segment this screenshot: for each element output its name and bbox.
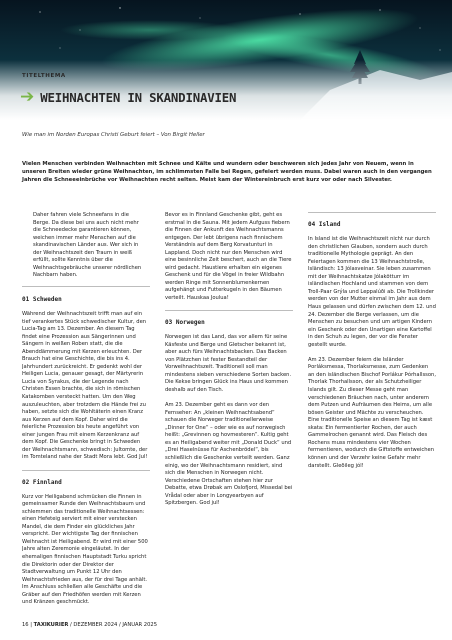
heading-iceland: 04 Island xyxy=(308,221,341,228)
iceland-paragraph-1: In Island ist die Weihnachtszeit nicht nur durch den christlichen Glauben, sondern auch durch traditionelle Mythologie geprägt. An den Feiertagen kommen die 13 Weihnachtstrolle, Isländisch: 13 Jólasveinar. Sie leben zusammen mit der Weihnachtskatze Jólakötturr im isländischen Hochland und stammen von dem Troll-Paar Grýla und Leppalúði ab. Die Trollkinder werden von der Mutter einmal im Jahr aus dem Haus gelassen und dürfen zwischen dem 12. und 24. Dezember die Berge verlassen, um die Menschen zu besuchen und um artigen Kindern ein Geschenk oder den Unartigen eine Kartoffel in den Schuh zu legen, der vor die Fenster gestellt wurde. xyxy=(308,236,436,348)
heading-norway: 03 Norwegen xyxy=(165,319,205,327)
finland-paragraph-2: Bevor es in Finnland Geschenke gibt, geht es erstmal in die Sauna. Mit jedem Aufguss fiebern die Finnen der Ankunft des Weihnachtsmanns entgegen. Der lebt übrigens nach finnischem Verständnis auf dem Berg Korvatunturi in Lappland. Doch nicht nur den Menschen wird eine besinnliche Zeit beschert, auch an die Tiere wird gedacht. Haustiere erhalten ein eigenes Geschenk und für die Vögel in freier Wildbahn werden Ringe mit Sonnenblumenkernen aufgehängt und Futterkugeln in den Bäumen verteilt. Hauskaa Joulua! xyxy=(165,212,292,302)
divider xyxy=(308,212,436,213)
sweden-paragraph: Während der Weihnachtszeit trifft man auf ein tief verankertes Stück schwedischer Kultur, den Lucia-Tag am 13. Dezember. An diesem Tag findet eine Prozession aus Sängerinnen und Sängern in weißen Roben statt, die die Abenddämmerung mit Kerzen erleuchten. Der Brauch hat eine Geschichte, die bis ins 4. Jahrhundert zurückreicht. Er gedenkt wohl der Heiligen Lucia, genauer gesagt, der Märtyrerin Lucia von Syrakus, die der Legende nach Christen Essen brachte, die sich in römischen Katakomben versteckt hatten. Um den Weg auszuleuchten, aber trotzdem die Hände frei zu haben, setzte sich die Wohltäterin einen Kranz aus Kerzen auf dem Kopf. Daher wird die feierliche Prozession bis heute angeführt von einer jungen Frau mit einem Kerzenkranz auf dem Kopf. Die Geschenke bringt in Schweden der Weihnachtsmann, schwedisch: Jultomte, der im Tomteland nahe der Stadt Mora lebt. God Jul! xyxy=(22,311,148,461)
page-footer xyxy=(22,622,157,628)
column-3 xyxy=(308,212,436,614)
title-row xyxy=(20,89,236,106)
heading-sweden: 01 Schweden xyxy=(22,295,62,303)
page-title: WEIHNACHTEN IN SKANDINAVIEN xyxy=(40,90,237,105)
footer-separator: / xyxy=(70,622,74,628)
column-1 xyxy=(22,212,150,614)
footer-separator: | xyxy=(30,622,34,628)
page-number: 16 xyxy=(22,622,29,628)
norway-paragraph-2: Am 23. Dezember geht es dann vor den Fernseher: An „kleinen Weihnachtsabend“ schauen die Norweger traditionellerweise „Dinner for One“ – oder wie es auf norwegisch heißt: „Grevinnen og hovmesteren“. Kultig geht es an Heiligabend weiter mit „Donald Duck“ und „Drei Haselnüsse für Aschenbrödel“, bis schließlich die Geschenke verteilt werden. Ganz einig, wo der Weihnachtsmann residiert, sind sich die Menschen in Norwegen nicht. Verschiedene Ortschaften stehen hier zur Debatte, etwa Drøbak am Oslofjord, Missedal bei Vrådal oder aber in Longyearbyen auf Spitzbergen. God jul! xyxy=(165,402,293,507)
issue-date: DEZEMBER 2024 / JANUAR 2025 xyxy=(73,622,158,628)
magazine-name: TAXIKURIER xyxy=(33,622,69,628)
iceland-paragraph-2: Am 23. Dezember feiern die Isländer Þorláksmessa, Thorlaksmesse, zum Gedenken an den isländischen Bischof Þorlákur Þórhallsson, Thorlak Thorhallsson, der als Schutzheiliger Islands gilt. Zu dieser Messe geht man verschiedenen Bräuchen nach, unter anderem dem Putzen und Aufräumen des Heims, um alle bösen Geister und Mächte zu verscheuchen. Eine traditionelle Speise an diesem Tag ist kæst skata: Ein fermentierter Rochen, der auch Gammelrochen genannt wird. Das Fleisch des Rochens muss mindestens vier Wochen fermentieren, wodurch die Giftstoffe entweichen können und der Verzehr keine Gefahr mehr darstellt. Gleðileg jól! xyxy=(308,356,436,469)
arrow-right-icon: ➔ xyxy=(20,87,35,107)
section-label: TITELTHEMA xyxy=(22,73,66,79)
divider xyxy=(165,310,293,311)
intro-sidebox xyxy=(22,212,150,287)
divider xyxy=(22,470,150,471)
heading-finland: 02 Finnland xyxy=(22,478,62,486)
subtitle: Wie man im Norden Europas Christi Geburt feiert – Von Birgit Heller xyxy=(22,132,205,138)
sidebox-text: Daher fahren viele Schneefans in die Berge. Da diese bei uns auch nicht mehr die Schneedecke garantieren können, weichen immer mehr Menschen auf die skandinavischen Länder aus. Wer sich in der Weihnachtszeit den Traum in weiß erfüllt, sollte Kenntnis über die Weihnachtsgebräuche unserer nördlichen Nachbarn haben. xyxy=(33,212,142,279)
column-2 xyxy=(165,212,293,614)
intro-paragraph: Vielen Menschen verbinden Weihnachten mit Schnee und Kälte und wundern oder beschweren sich jedes Jahr von Neuem, wenn in unseren Breiten wieder grüne Weihnachten, im schlimmsten Falle bei Regen, gefeiert werden muss. Dabei waren auch in den vergangen Jahren die Schneeeinbrüche vor Weihnachten recht selten. Meist kam der Wintereinbruch erst kurz vor oder nach Silvester. xyxy=(22,161,432,183)
finland-paragraph-1: Kurz vor Heiligabend schmücken die Finnen in gemeinsamer Runde den Weihnachtsbaum und schlemmen das traditionelle Weihnachtsessen: einen Hefeteig serviert mit einer verstecken Mandel, die dem Finder ein glückliches Jahr verspricht. Der wichtigste Tag der finnischen Weihnacht ist Heiligabend. Er wird mit einer 500 Jahre alten Zeremonie eingeläutet. In der ehemaligen finnischen Hauptstadt Turku spricht die Direktorin oder der Direktor der Stadtverwaltung um Punkt 12 Uhr den Weihnachtsfrieden aus, der für drei Tage anhält. Im Anschluss schließen alle Geschäfte und die Gräber auf den Friedhöfen werden mit Kerzen und Kränzen geschmückt. xyxy=(22,493,148,606)
norway-paragraph-1: Norwegen ist das Land, das vor allem für seine Käsfeste und Berge und Gletscher bekannt ist, aber auch fürs Weihnachtsbacken. Das Backen von Plätzchen ist fester Bestandteil der Vorweihnachtszeit. Traditionell soll man mindestens sieben verschiedene Sorten backen. Die Kekse bringen Glück ins Haus und kommen deshalb auf den Tisch. xyxy=(165,334,292,394)
